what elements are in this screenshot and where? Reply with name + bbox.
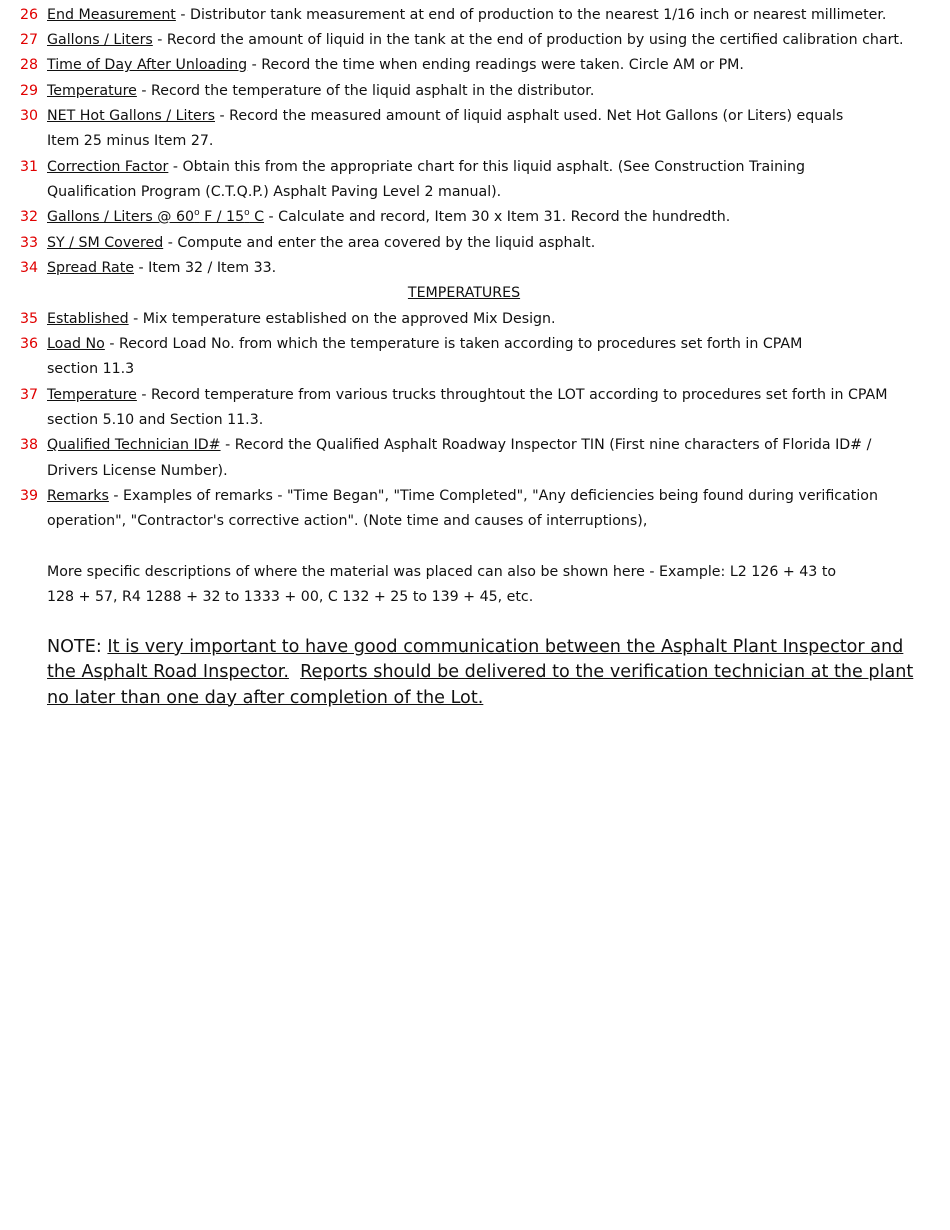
- item-continuation: Drivers License Number).: [47, 463, 228, 479]
- item-continuation: Item 25 minus Item 27.: [47, 133, 214, 149]
- item-term: Temperature: [47, 387, 137, 403]
- item-32: [47, 207, 730, 227]
- item-number: 35: [20, 311, 39, 327]
- item-28: [47, 55, 744, 75]
- item-description: - Record the time when ending readings were taken. Circle AM or PM.: [247, 57, 744, 73]
- item-continuation: section 11.3: [47, 361, 135, 377]
- more-info-line: 128 + 57, R4 1288 + 32 to 1333 + 00, C 132 + 25 to 139 + 45, etc.: [47, 589, 534, 605]
- item-number: 30: [20, 108, 39, 124]
- more-info-line: More specific descriptions of where the material was placed can also be shown here - Example: L2 126 + 43 to: [47, 564, 837, 580]
- note-paragraph: [47, 635, 917, 711]
- term-part: C: [249, 209, 265, 225]
- item-31: [47, 157, 805, 177]
- note-text-communication: It is very important to have good communication between the Asphalt Plant Inspector and the Asphalt Road Inspector.: [47, 637, 904, 683]
- item-number: 36: [20, 336, 39, 352]
- item-37: [47, 385, 887, 405]
- item-term: NET Hot Gallons / Liters: [47, 108, 215, 124]
- item-description: - Distributor tank measurement at end of production to the nearest 1/16 inch or nearest millimeter.: [175, 7, 887, 23]
- item-number: 28: [20, 57, 39, 73]
- item-term: Time of Day After Unloading: [47, 57, 248, 73]
- item-33: [47, 233, 595, 253]
- item-description: - Compute and enter the area covered by the liquid asphalt.: [163, 235, 596, 251]
- item-number: 27: [20, 32, 39, 48]
- item-term: [47, 209, 264, 225]
- item-number: 38: [20, 437, 39, 453]
- item-number: 37: [20, 387, 39, 403]
- item-term: SY / SM Covered: [47, 235, 164, 251]
- item-description: - Record temperature from various trucks throughtout the LOT according to procedures set forth in CPAM: [136, 387, 888, 403]
- item-number: 26: [20, 7, 39, 23]
- item-36: [47, 334, 802, 354]
- item-number: 33: [20, 235, 39, 251]
- note-label: NOTE:: [47, 637, 108, 657]
- item-continuation: operation", "Contractor's corrective action". (Note time and causes of interruptions),: [47, 513, 648, 529]
- item-26: [47, 5, 886, 25]
- item-description: - Record the temperature of the liquid asphalt in the distributor.: [136, 83, 595, 99]
- item-description: - Examples of remarks - "Time Began", "Time Completed", "Any deficiencies being found during verification: [108, 488, 878, 504]
- item-38: [47, 435, 871, 455]
- item-term: Load No: [47, 336, 105, 352]
- item-number: 31: [20, 159, 39, 175]
- item-27: [47, 30, 904, 50]
- item-number: 29: [20, 83, 39, 99]
- item-term: Correction Factor: [47, 159, 169, 175]
- item-number: 34: [20, 260, 39, 276]
- item-34: [47, 258, 276, 278]
- item-description: - Record the measured amount of liquid asphalt used. Net Hot Gallons (or Liters) equals: [214, 108, 844, 124]
- item-description: - Record the amount of liquid in the tank at the end of production by using the certified calibration chart.: [152, 32, 904, 48]
- temperatures-heading: TEMPERATURES: [407, 285, 521, 301]
- term-part: F / 15: [199, 209, 245, 225]
- item-continuation: section 5.10 and Section 11.3.: [47, 412, 264, 428]
- item-30: [47, 106, 843, 126]
- item-29: [47, 81, 594, 101]
- item-description: - Record Load No. from which the temperature is taken according to procedures set forth in CPAM: [104, 336, 803, 352]
- item-description: - Calculate and record, Item 30 x Item 31. Record the hundredth.: [264, 209, 731, 225]
- item-term: End Measurement: [47, 7, 176, 23]
- item-term: Gallons / Liters: [47, 32, 153, 48]
- item-35: [47, 309, 556, 329]
- item-term: Temperature: [47, 83, 137, 99]
- item-number: 32: [20, 209, 39, 225]
- item-description: - Item 32 / Item 33.: [134, 260, 277, 276]
- note-spacer: [289, 662, 300, 682]
- item-description: - Record the Qualified Asphalt Roadway Inspector TIN (First nine characters of Florida ID# /: [220, 437, 872, 453]
- degree-symbol: o: [194, 208, 200, 218]
- term-part: Gallons / Liters @ 60: [47, 209, 195, 225]
- degree-symbol: o: [244, 208, 250, 218]
- item-term: Established: [47, 311, 129, 327]
- item-description: - Mix temperature established on the approved Mix Design.: [128, 311, 556, 327]
- note-text-reports: Reports should be delivered to the verification technician at the plant no later than one day after completion of the Lot.: [47, 662, 914, 708]
- item-description: - Obtain this from the appropriate chart for this liquid asphalt. (See Construction Training: [168, 159, 806, 175]
- item-term: Remarks: [47, 488, 109, 504]
- item-number: 39: [20, 488, 39, 504]
- item-term: Qualified Technician ID#: [47, 437, 221, 453]
- item-39: [47, 486, 878, 506]
- item-term: Spread Rate: [47, 260, 135, 276]
- item-continuation: Qualification Program (C.T.Q.P.) Asphalt Paving Level 2 manual).: [47, 184, 502, 200]
